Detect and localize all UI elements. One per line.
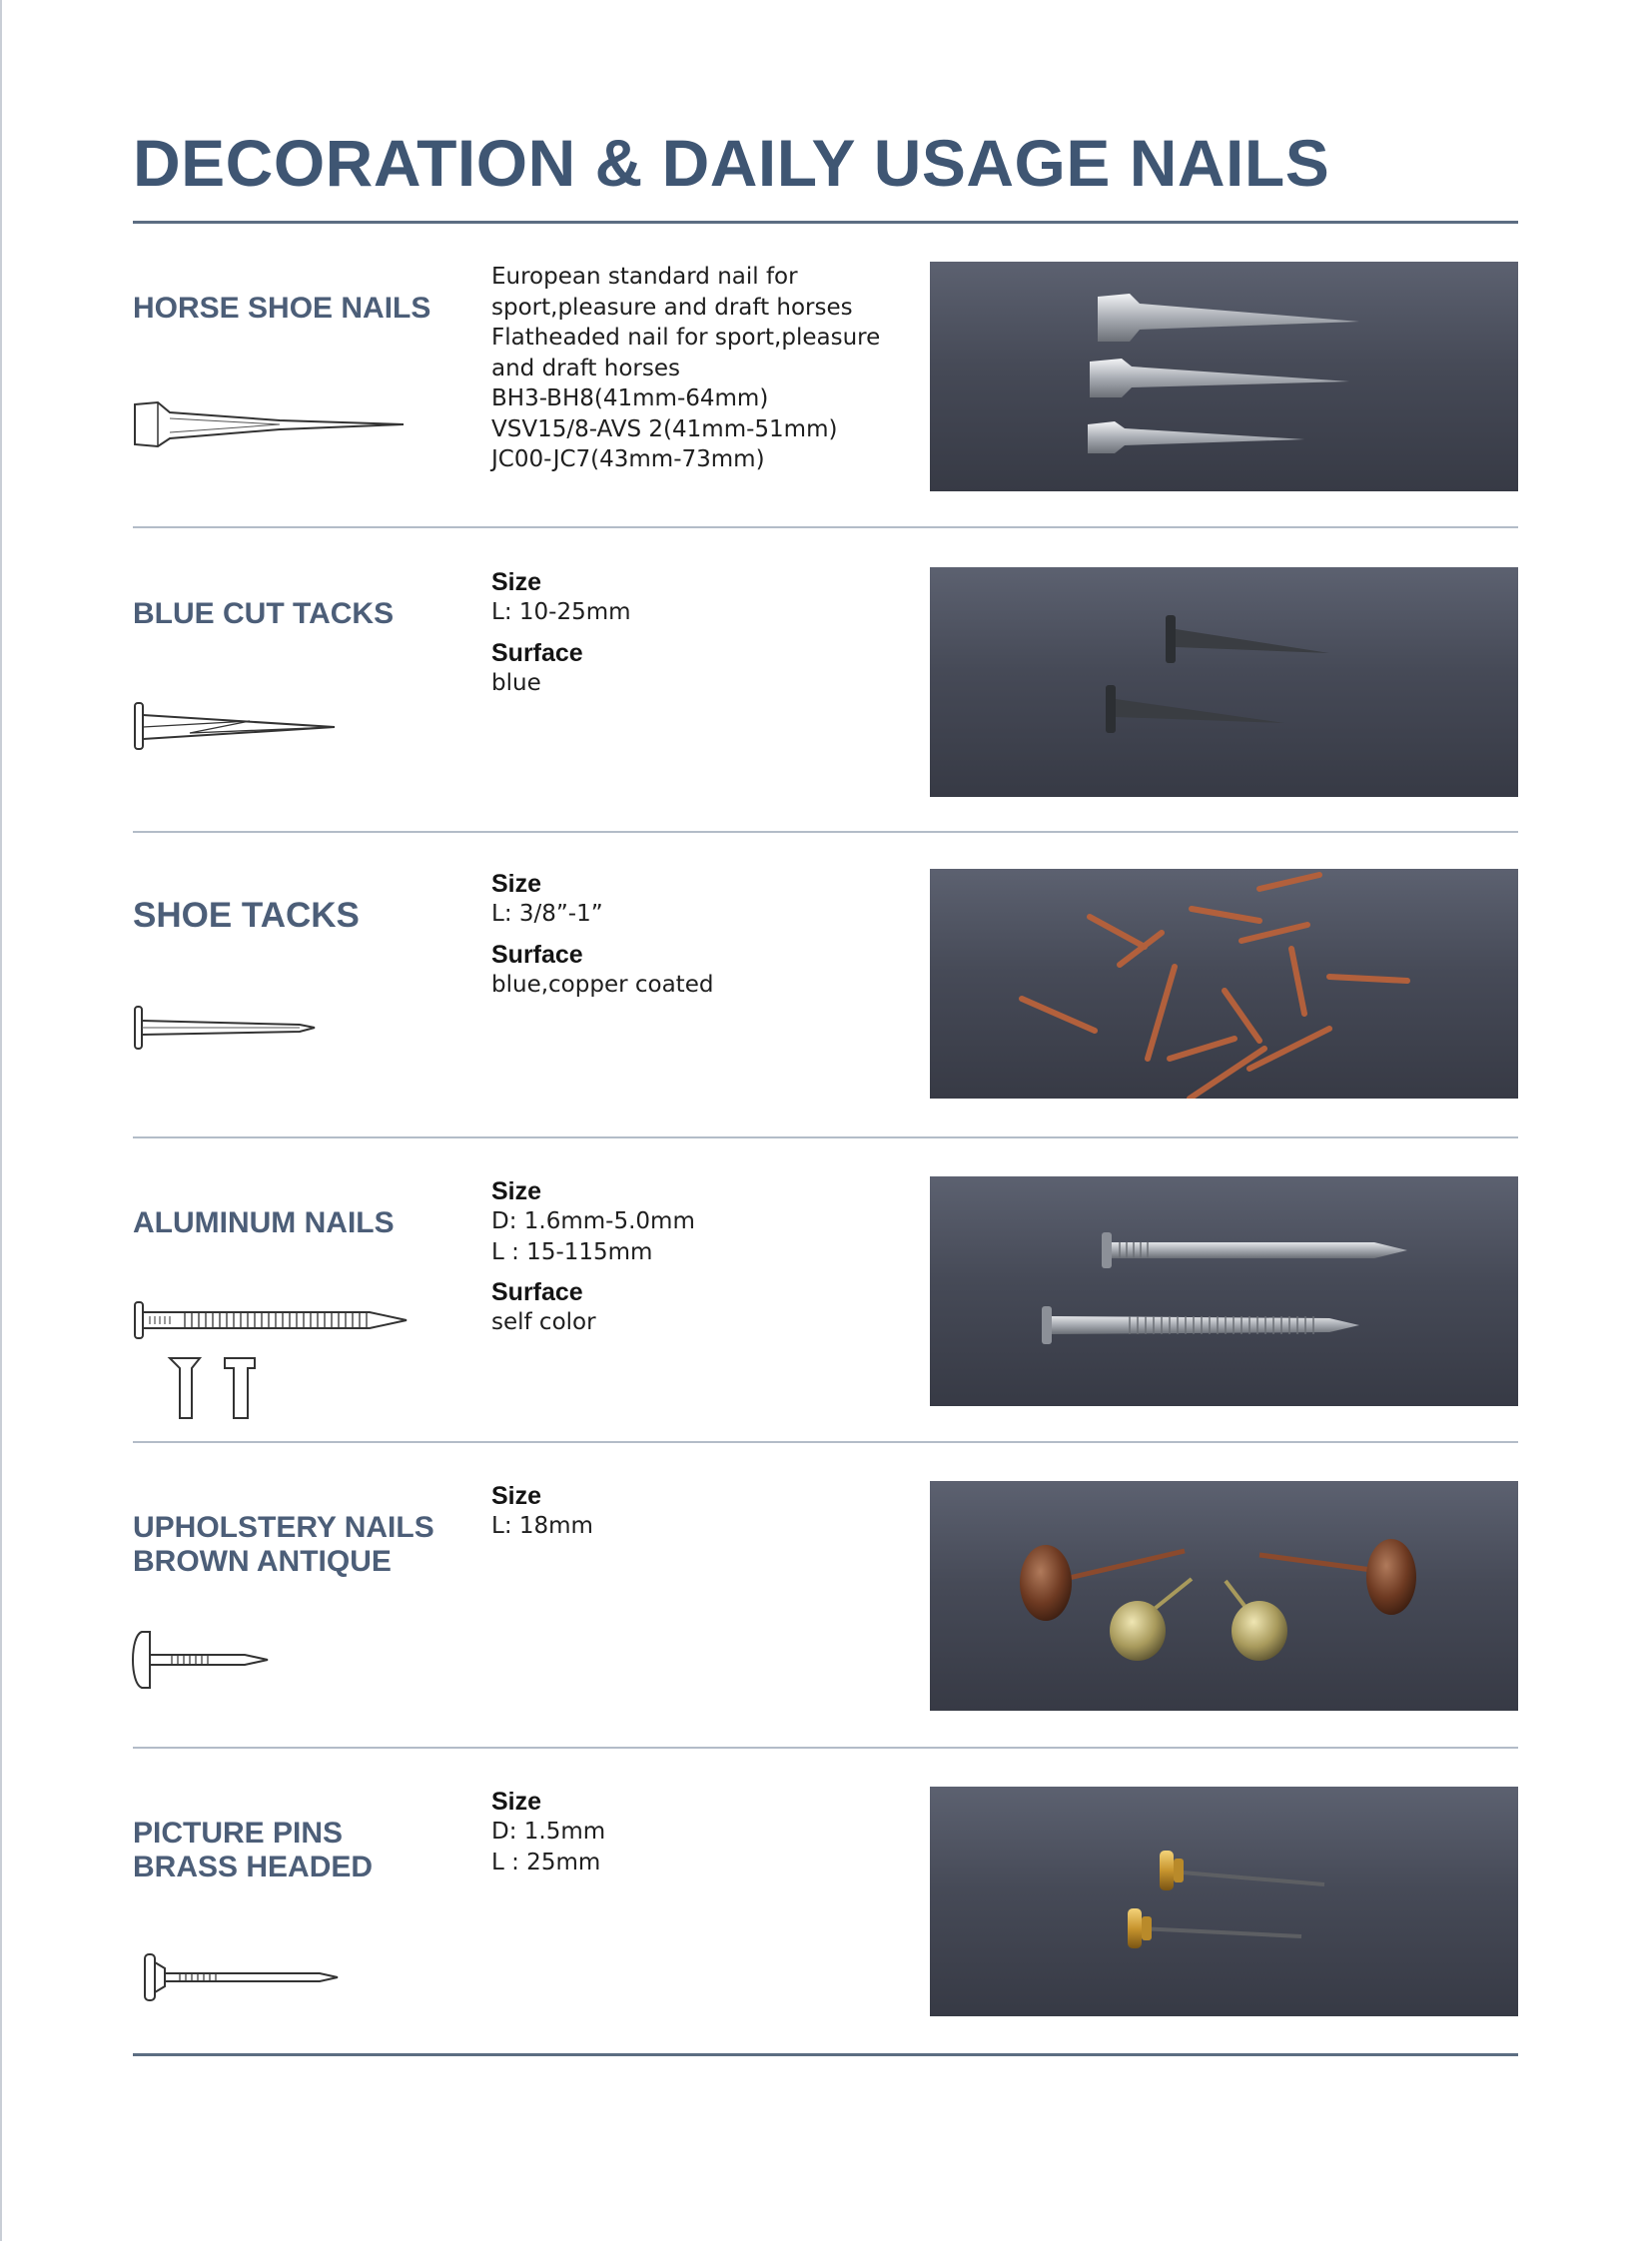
aluminum-nail-drawing-icon <box>130 1294 419 1424</box>
title-divider <box>133 221 1518 224</box>
product-shoe-tacks <box>0 869 1652 1168</box>
product-photo <box>930 262 1518 491</box>
bottom-divider <box>133 2053 1518 2056</box>
product-specs: Size L: 3/8”-1” Surface blue,copper coated <box>491 870 714 998</box>
product-picture-pins <box>0 1787 1652 2086</box>
product-photo <box>930 567 1518 797</box>
section-divider <box>133 1441 1518 1443</box>
product-name: SHOE TACKS <box>133 896 360 935</box>
product-name: BLUE CUT TACKS <box>133 597 395 630</box>
product-name: UPHOLSTERY NAILS BROWN ANTIQUE <box>133 1511 434 1578</box>
product-photo <box>930 1787 1518 2016</box>
product-blue-cut-tacks <box>0 567 1652 867</box>
product-specs: Size L: 18mm <box>491 1482 593 1539</box>
section-divider <box>133 526 1518 528</box>
shoe-tack-drawing-icon <box>130 999 330 1059</box>
shoe-tacks-photo-icon <box>930 869 1518 1099</box>
upholstery-nails-photo-icon <box>930 1481 1518 1711</box>
product-name: ALUMINUM NAILS <box>133 1206 395 1239</box>
horse-shoe-nails-photo-icon <box>930 262 1518 491</box>
product-photo <box>930 869 1518 1099</box>
product-aluminum-nails <box>0 1176 1652 1476</box>
product-upholstery-nails <box>0 1481 1652 1781</box>
blue-cut-tack-drawing-icon <box>130 697 350 757</box>
product-name: HORSE SHOE NAILS <box>133 292 431 325</box>
upholstery-nail-drawing-icon <box>130 1626 280 1696</box>
product-photo <box>930 1176 1518 1406</box>
horse-shoe-nail-drawing-icon <box>130 396 410 456</box>
picture-pins-photo-icon <box>930 1787 1518 2016</box>
product-specs: Size L: 10-25mm Surface blue <box>491 568 631 696</box>
section-divider <box>133 831 1518 833</box>
picture-pin-drawing-icon <box>130 1948 350 2008</box>
section-divider <box>133 1747 1518 1749</box>
product-photo <box>930 1481 1518 1711</box>
aluminum-nails-photo-icon <box>930 1176 1518 1406</box>
product-horse-shoe-nails <box>0 262 1652 561</box>
page-title: DECORATION & DAILY USAGE NAILS <box>133 126 1330 200</box>
product-specs: Size D: 1.5mm L : 25mm <box>491 1788 606 1875</box>
product-specs: Size D: 1.6mm-5.0mm L : 15-115mm Surface self color <box>491 1177 695 1335</box>
blue-cut-tacks-photo-icon <box>930 567 1518 797</box>
product-name: PICTURE PINS BRASS HEADED <box>133 1817 374 1883</box>
product-description: European standard nail for sport,pleasure and draft horses Flatheaded nail for sport,pleasure and draft horses BH3-BH8(41mm-64mm) VSV15/8-AVS 2(41mm-51mm) JC00-JC7(43mm-73mm) <box>491 264 881 472</box>
section-divider <box>133 1136 1518 1138</box>
